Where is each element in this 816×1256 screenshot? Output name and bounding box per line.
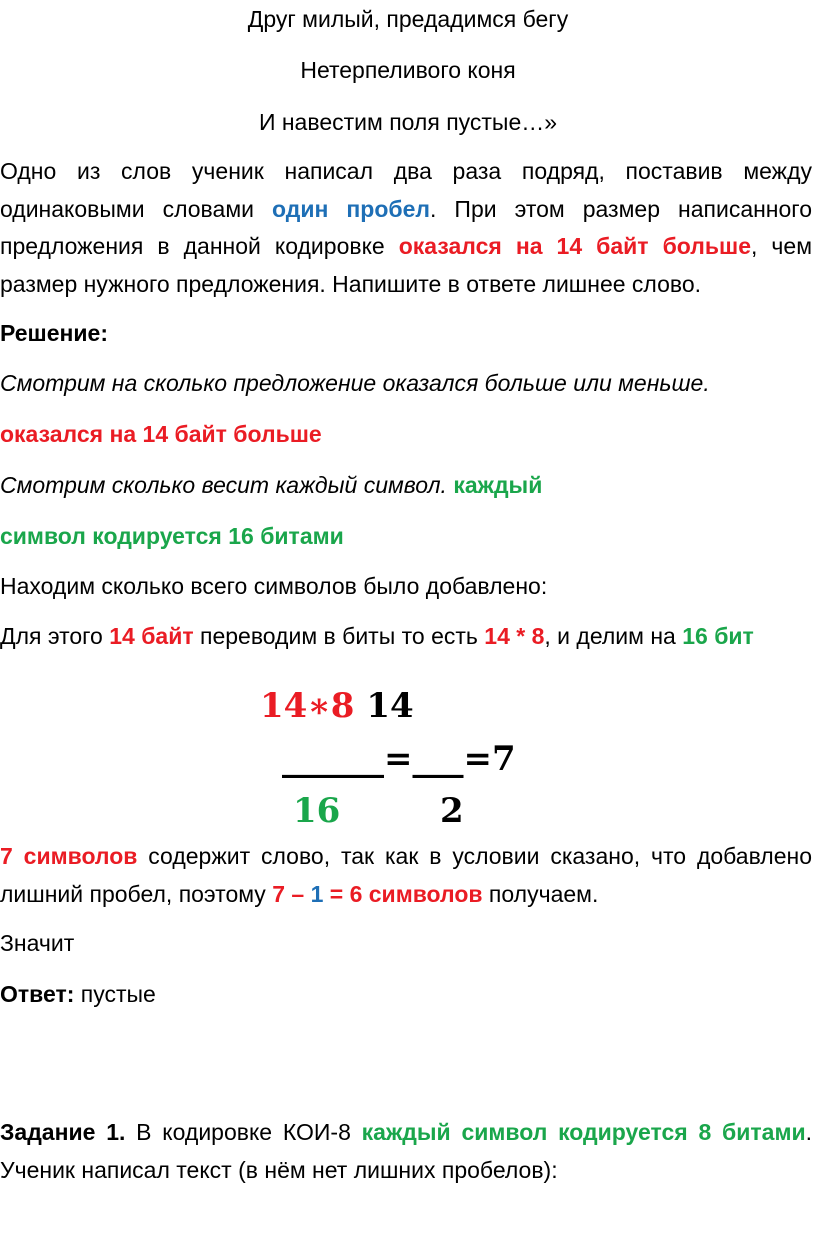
solution-step-3: Находим сколько всего символов было добавлено:	[0, 573, 548, 599]
solution-step-4: Для этого 14 байт переводим в биты то есть 14 * 8, и делим на 16 бит	[0, 623, 754, 649]
formula-numerator: 14∗8 14	[260, 686, 414, 726]
solution-step-1-result: оказался на 14 байт больше	[0, 421, 322, 447]
solution-heading: Решение:	[0, 320, 109, 346]
highlight-14-bytes-more: оказался на 14 байт больше	[398, 233, 751, 259]
poem-line-1: Друг милый, предадимся бегу	[247, 6, 569, 32]
solution-step-1: Смотрим на сколько предложение оказался больше или меньше.	[0, 370, 710, 396]
answer-line: Ответ: пустые	[0, 981, 156, 1007]
task-1-paragraph: Задание 1. В кодировке КОИ-8 каждый символ кодируется 8 битами. Ученик написал текст (в нём нет лишних пробелов):	[0, 1119, 812, 1183]
highlight-one-space: один пробел	[272, 195, 430, 222]
poem-line-2: Нетерпеливого коня	[300, 57, 516, 83]
task-paragraph: Одно из слов ученик написал два раза подряд, поставив между одинаковыми словами один пробел. При этом размер написанного предложения в данной кодировке оказался на 14 байт больше, чем размер нужного предложения. Напишите в ответе лишнее слово.	[0, 158, 813, 297]
formula-fraction-line: ______=___=7	[282, 739, 516, 779]
formula-denominator-2: 2	[440, 791, 464, 831]
means-line: Значит	[0, 930, 75, 956]
poem-line-3: И навестим поля пустые…»	[258, 109, 558, 135]
formula-denominator-16: 16	[293, 791, 341, 831]
solution-step-2: Смотрим сколько весит каждый символ. каждый	[0, 472, 543, 498]
conclusion-paragraph: 7 символов содержит слово, так как в условии сказано, что добавлено лишний пробел, поэтому 7 – 1 = 6 символов получаем.	[0, 843, 812, 907]
solution-step-2-cont: символ кодируется 16 битами	[0, 523, 344, 549]
